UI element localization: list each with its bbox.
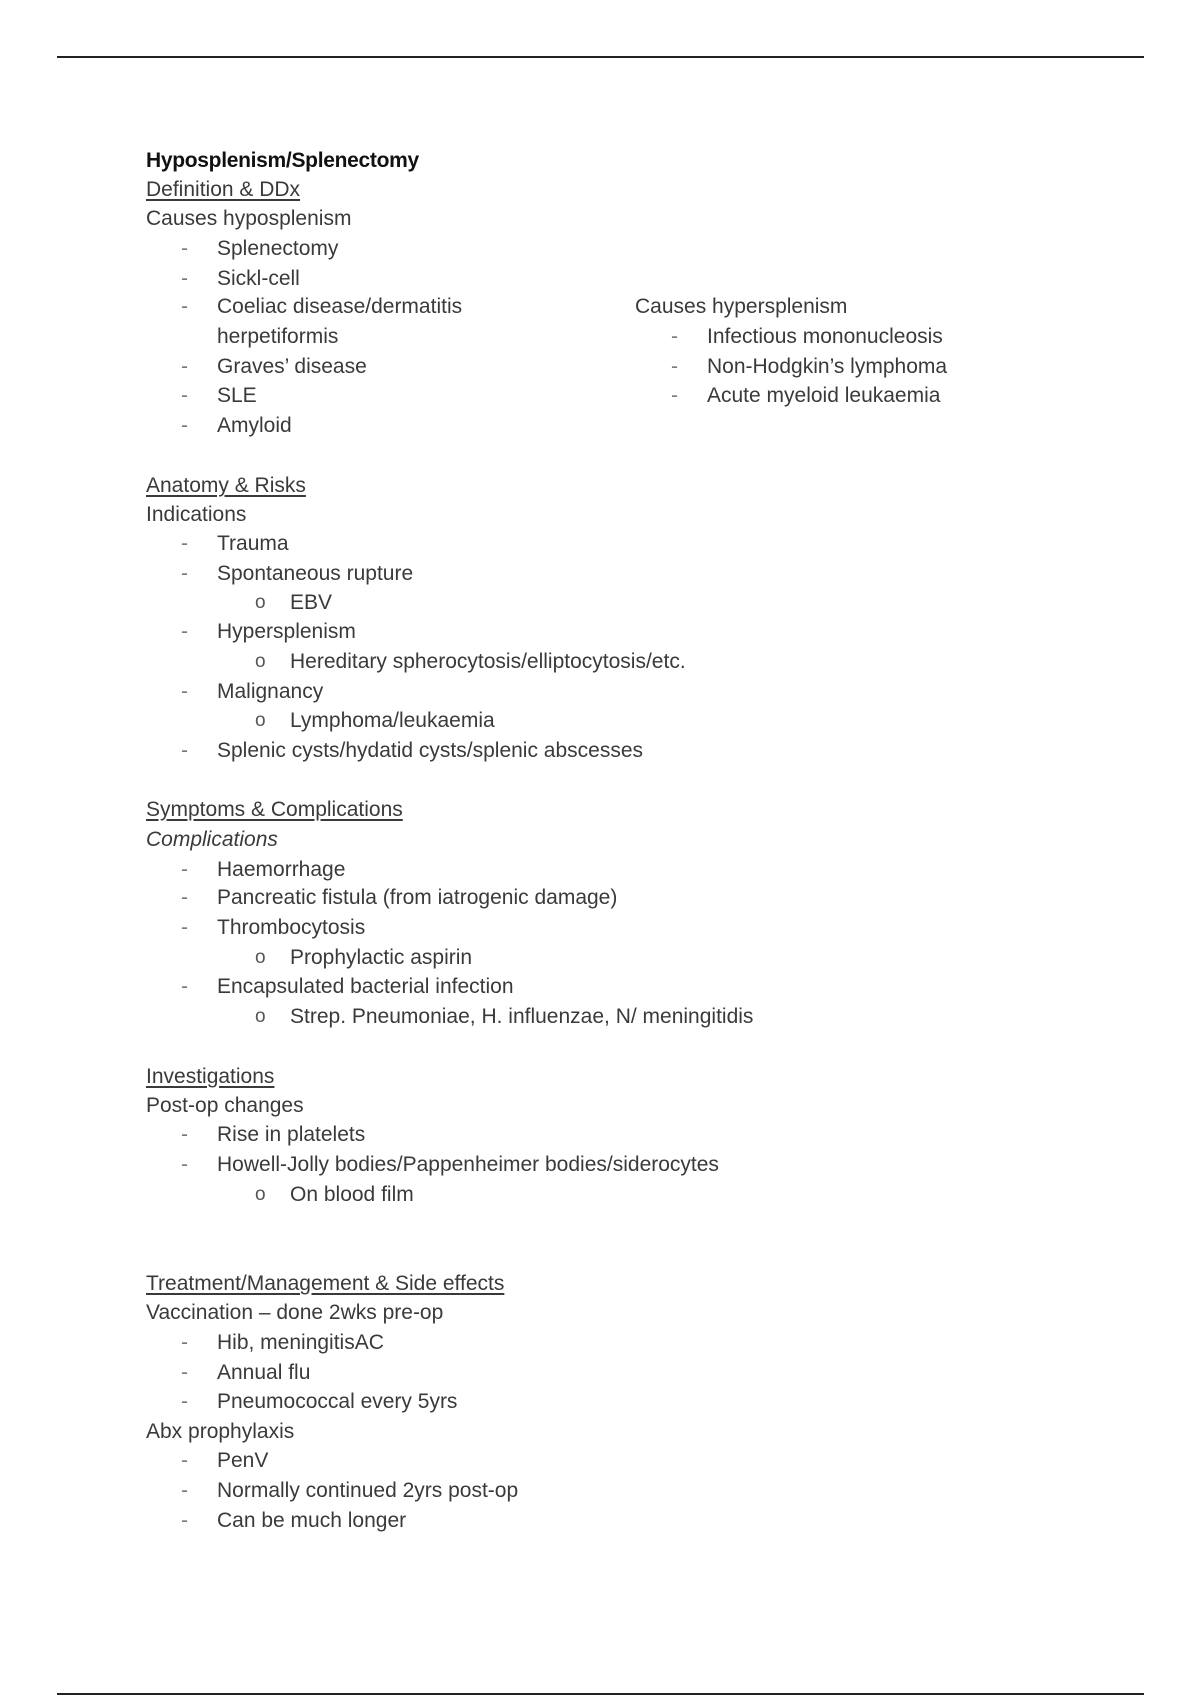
indications-label: Indications [146, 503, 247, 526]
heading-treatment: Treatment/Management & Side effects [146, 1272, 505, 1295]
heading-investigations: Investigations [146, 1065, 275, 1088]
complications-label: Complications [146, 828, 278, 851]
heading-definition: Definition & DDx [146, 178, 301, 201]
causes-hyposplenism-label: Causes hyposplenism [146, 207, 352, 230]
causes-hypersplenism-label: Causes hypersplenism [635, 295, 848, 318]
page-title: Hyposplenism/Splenectomy [146, 149, 419, 172]
footer-rule [57, 1693, 1144, 1695]
postop-changes-label: Post-op changes [146, 1094, 304, 1117]
heading-anatomy: Anatomy & Risks [146, 474, 306, 497]
heading-symptoms: Symptoms & Complications [146, 798, 403, 821]
vaccination-label: Vaccination – done 2wks pre-op [146, 1301, 444, 1324]
abx-prophylaxis-label: Abx prophylaxis [146, 1420, 295, 1443]
header-rule [57, 56, 1144, 58]
